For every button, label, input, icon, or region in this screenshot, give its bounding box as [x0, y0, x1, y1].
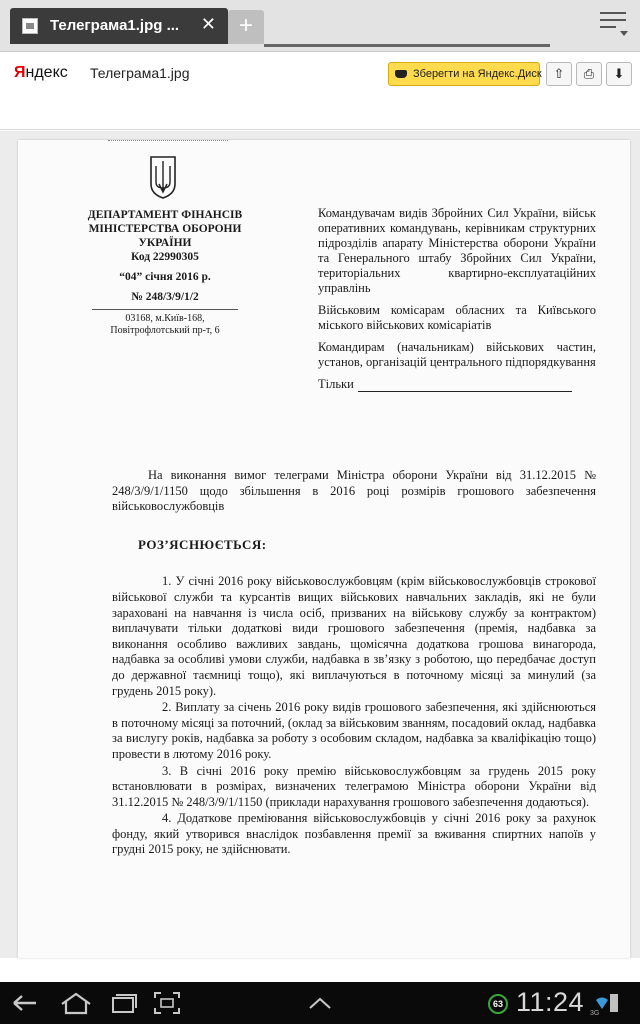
document-image [18, 140, 630, 958]
letter-date: “04” січня 2016 р. [119, 271, 211, 283]
print-icon: ⎙ [583, 66, 595, 81]
recent-apps-icon[interactable] [108, 990, 138, 1016]
share-icon: ⇧ [553, 66, 565, 81]
body-item: 3. В січні 2016 року премію військовослужбовцям за грудень 2015 року встановлювати в розмірах, визначених телеграмою Міністра оборони України від 31.12.2015 № 248/3/9/1/1150 (приклади нарахування грошового забезпечення додаються). [112, 763, 596, 809]
close-icon[interactable]: ✕ [200, 14, 216, 34]
browser-tab-active[interactable] [10, 8, 228, 44]
viewer-toolbar [0, 52, 640, 130]
divider [92, 309, 238, 310]
body-item: 1. У січні 2016 року військовослужбовцям (крім військовослужбовців строкової військової служби та курсантів вищих військових навчальних закладів, які не були зараховані на навчання із числа осіб, призваних на військову службу за контрактом) виплачувати тільки додаткові види грошового забезпечення (премія, надбавка за виконання особливо важливих завдань, щомісячна додаткова грошова винагорода, надбавка за особливі умови служби, надбавка в зв’язку з роботою, що передбачає доступ до державної таємниці тощо), які виплачуються в поточному місяці за минулий (за грудень 2015 року). [112, 574, 596, 698]
clock[interactable]: 11:24 [516, 987, 585, 1017]
file-name: Телеграма1.jpg [90, 65, 190, 81]
letter-body [112, 468, 596, 859]
system-navigation-bar [0, 982, 640, 1024]
share-button[interactable] [546, 62, 572, 86]
tab-title: Телеграма1.jpg ... [50, 17, 180, 34]
home-icon[interactable] [58, 990, 94, 1016]
recipient-item: Командувачам видів Збройних Сил України, військ оперативних командувань, керівникам структурних підрозділів апарату Міністерства оборони України та Генерального штабу Збройних Сил України, територіальних квартирно-експлуатаційних управлінь [318, 206, 596, 295]
only-line [318, 377, 596, 392]
battery-level-badge: 63 [488, 994, 508, 1014]
sender-address-line-2: Повітрофлотський пр-т, 6 [110, 325, 220, 336]
letter-number: № 248/3/9/1/2 [131, 291, 199, 303]
top-rule [108, 140, 228, 141]
favicon-icon [22, 18, 38, 34]
save-to-disk-button[interactable] [388, 62, 540, 86]
new-tab-button[interactable] [228, 10, 264, 44]
recipient-item: Військовим комісарам обласних та Київського міського військових комісаріатів [318, 303, 596, 332]
back-icon[interactable] [10, 990, 40, 1016]
only-label: Тільки [318, 377, 354, 391]
sender-address-line-1: 03168, м.Київ-168, [125, 313, 205, 324]
body-item: 4. Додаткове преміювання військовослужбовців у січні 2016 року за рахунок фонду, який утворився внаслідок позбавлення премії за вживання спиртних напоїв у грудні 2015 року, не здійснювати. [112, 811, 596, 857]
sender-department: ДЕПАРТАМЕНТ ФІНАНСІВ МІНІСТЕРСТВА ОБОРОНИ УКРАЇНИ [87, 209, 243, 249]
sender-code: Код 22990305 [131, 251, 199, 263]
download-icon: ⬇ [613, 66, 625, 81]
sender-block [70, 208, 260, 337]
tab-loading-bar [264, 44, 550, 47]
save-to-disk-label: Зберегти на Яндекс.Диск [413, 68, 542, 80]
body-item: 2. Виплату за січень 2016 року видів грошового забезпечення, які здійснюються в поточному місяці за поточний, (оклад за військовим званням, посадовий оклад, надбавка за вислугу років, надбавка за роботу з особовим складом, надбавка за кваліфікацію тощо) провести в лютому 2016 року. [112, 700, 596, 761]
chevron-up-icon[interactable] [306, 990, 334, 1016]
yandex-logo[interactable]: Яндекс [14, 64, 68, 81]
recipients-block [318, 206, 596, 399]
menu-icon[interactable] [600, 12, 626, 36]
disk-icon [395, 70, 407, 78]
network-type: 3G [590, 1010, 600, 1017]
trident-icon [148, 154, 178, 200]
download-button[interactable] [606, 62, 632, 86]
intro-paragraph: На виконання вимог телеграми Міністра оборони України від 31.12.2015 № 248/3/9/1/1150 щодо збільшення в 2016 році розмірів грошового забезпечення військовослужбовців [112, 468, 596, 514]
signal-icon [610, 994, 618, 1012]
plus-icon: + [238, 12, 253, 39]
screenshot-icon[interactable] [152, 990, 182, 1016]
blank-line [358, 382, 572, 392]
print-button[interactable] [576, 62, 602, 86]
section-heading: РОЗ’ЯСНЮЄТЬСЯ: [138, 536, 267, 552]
tab-bar [0, 0, 640, 52]
recipient-item: Командирам (начальникам) військових частин, установ, організацій центрального підпорядкування [318, 340, 596, 369]
wifi-icon [596, 996, 608, 1010]
